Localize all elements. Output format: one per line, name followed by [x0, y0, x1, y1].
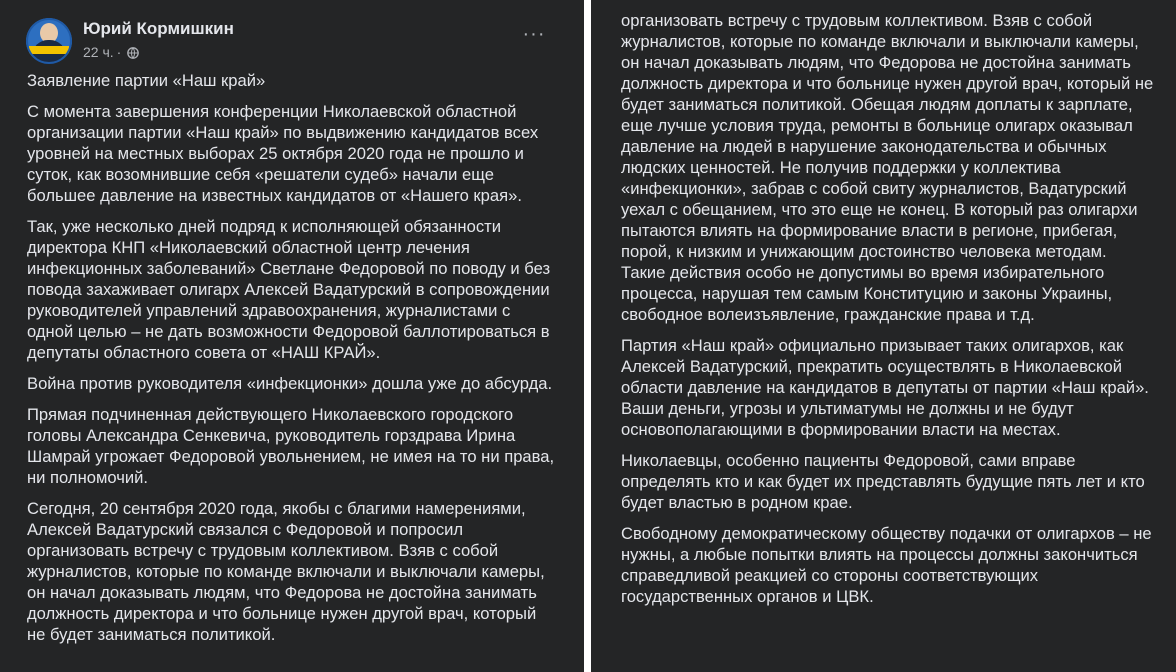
post-paragraph: Свободному демократическому обществу подачки от олигархов – не нужны, а любые попытки влиять на процессы должны закончиться справедливой реакцией со стороны соответствующих государственных органов и ЦВК.: [621, 524, 1152, 606]
post-paragraph: Сегодня, 20 сентября 2020 года, якобы с благими намерениями, Алексей Вадатурский связался с Федоровой и попросил организовать встречу с трудовым коллективом. Взяв с собой журналистов, которые по команде включали и выключали камеры, он начал доказывать людям, что Федорова не достойна занимать должность директора и что больнице нужен другой врач, который не будет заниматься политикой.: [27, 499, 545, 644]
post-body-right: [621, 10, 1154, 617]
post-paragraph: Заявление партии «Наш край»: [27, 71, 266, 90]
post-panel-right: [591, 0, 1176, 672]
avatar-ring: [26, 18, 72, 64]
post-paragraph: Николаевцы, особенно пациенты Федоровой, сами вправе определять кто и как будет их представлять будущие пять лет и кто будет властью в родном крае.: [621, 451, 1145, 512]
more-options-button[interactable]: ···: [522, 23, 546, 45]
post-panel-left: [0, 0, 584, 672]
post-paragraph: Партия «Наш край» официально призывает таких олигархов, как Алексей Вадатурский, прекратить осуществлять в Николаевской области давление на кандидатов в депутаты от партии «Наш край». Ваши деньги, угрозы и ультиматумы не должны и не будут основополагающими в формировании власти на местах.: [621, 336, 1149, 439]
author-name[interactable]: Юрий Кормишкин: [83, 19, 234, 38]
post-paragraph: Так, уже несколько дней подряд к исполняющей обязанности директора КНП «Николаевский областной центр лечения инфекционных заболеваний» Светлане Федоровой по поводу и без повода захаживает олигарх Алексей Вадатурский в сопровождении руководителей управлений здравоохранения, журналистами с одной целью – не дать возможности Федоровой баллотироваться в депутаты областного совета от «НАШ КРАЙ».: [27, 217, 551, 362]
post-paragraph: С момента завершения конференции Николаевской областной организации партии «Наш край» по выдвижению кандидатов всех уровней на местных выборах 25 октября 2020 года не прошло и суток, как возомнившие себя «решатели судеб» начали еще большее давление на известных кандидатов от «Нашего края».: [27, 102, 539, 205]
globe-icon[interactable]: [127, 46, 139, 62]
post-body-left: [27, 70, 557, 655]
meta-separator: ·: [116, 44, 122, 60]
post-paragraph: организовать встречу с трудовым коллективом. Взяв с собой журналистов, которые по команде включали и выключали камеры, он начал доказывать людям, что Федорова не достойна занимать должность директора и что больнице нужен другой врач, который не будет заниматься политикой. Обещая людям доплаты к зарплате, еще лучше условия труда, ремонты в больнице олигарх оказывал давление на людей в нарушение законодательства и обычных людских ценностей. Не получив поддержки у коллектива «инфекционки», забрав с собой свиту журналистов, Вадатурский уехал с обещанием, что это еще не конец. В который раз олигархи пытаются влиять на формирование власти в регионе, прибегая, порой, к низким и унижающим достоинство человека методам. Такие действия особо не допустимы во время избирательного процесса, нарушая тем самым Конституцию и законы Украины, свободное волеизъявление, гражданские права и т.д.: [621, 11, 1154, 324]
post-paragraph: Война против руководителя «инфекционки» дошла уже до абсурда.: [27, 374, 553, 393]
post-paragraph: Прямая подчиненная действующего Николаевского городского головы Александра Сенкевича, руководитель горздрава Ирина Шамрай угрожает Федоровой увольнением, не имея на то ни права, ни полномочий.: [27, 405, 555, 487]
author-avatar[interactable]: [26, 18, 72, 64]
post-time[interactable]: 22 ч.: [83, 44, 114, 60]
post-header: [0, 0, 584, 64]
post-meta: [83, 44, 139, 62]
